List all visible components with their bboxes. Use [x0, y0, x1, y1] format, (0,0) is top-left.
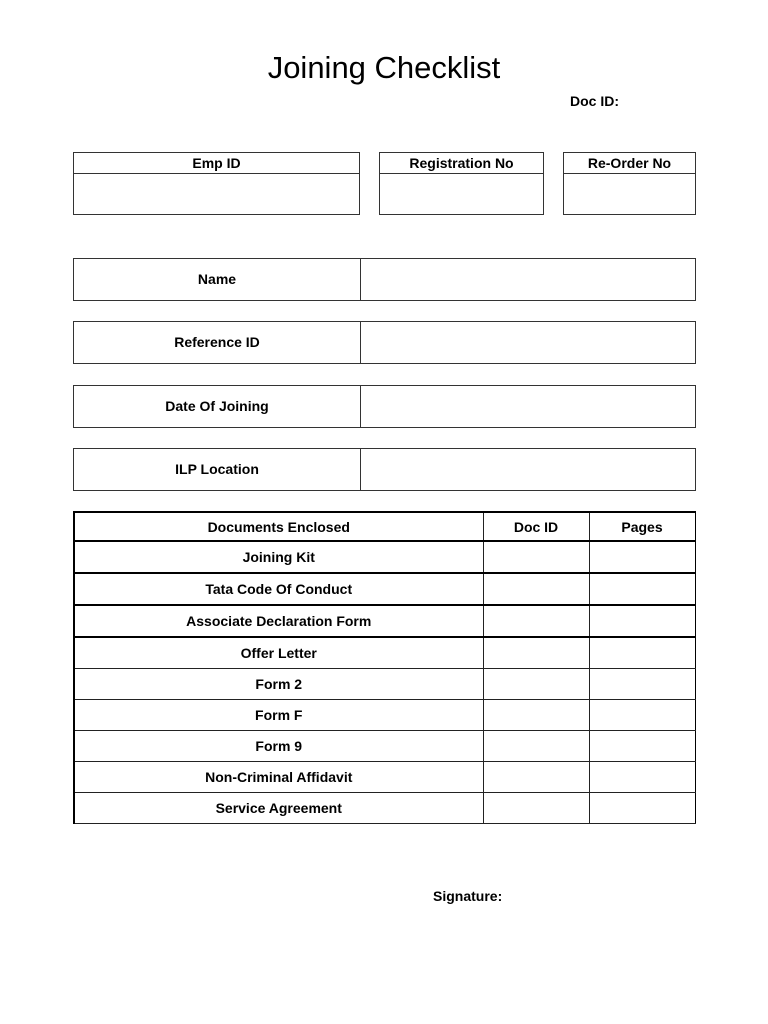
document-name: Form F: [74, 700, 483, 731]
table-row: [74, 637, 695, 669]
table-row: [74, 700, 695, 731]
document-name: Form 2: [74, 669, 483, 700]
pages-cell[interactable]: [589, 669, 695, 700]
document-name: Associate Declaration Form: [74, 605, 483, 637]
table-row: [74, 605, 695, 637]
name-row: [73, 258, 696, 301]
pages-cell[interactable]: [589, 793, 695, 824]
pages-cell[interactable]: [589, 700, 695, 731]
doc-id-cell[interactable]: [483, 762, 589, 793]
documents-table: [73, 511, 696, 824]
reference-id-row: [73, 321, 696, 364]
registration-no-label: Registration No: [380, 153, 543, 174]
reorder-no-field[interactable]: [564, 174, 695, 214]
doc-id-header: Doc ID: [483, 512, 589, 541]
ilp-location-label: ILP Location: [74, 449, 361, 490]
document-name: Service Agreement: [74, 793, 483, 824]
ilp-location-row: [73, 448, 696, 491]
name-field[interactable]: [361, 259, 695, 300]
page-title: Joining Checklist: [267, 50, 501, 85]
table-row: [74, 762, 695, 793]
doc-id-cell[interactable]: [483, 541, 589, 573]
document-name: Joining Kit: [74, 541, 483, 573]
pages-cell[interactable]: [589, 605, 695, 637]
reorder-no-box: [563, 152, 696, 215]
doc-id-cell[interactable]: [483, 793, 589, 824]
pages-cell[interactable]: [589, 573, 695, 605]
documents-enclosed-header: Documents Enclosed: [74, 512, 483, 541]
doc-id-cell[interactable]: [483, 669, 589, 700]
reorder-no-label: Re-Order No: [564, 153, 695, 174]
pages-header: Pages: [589, 512, 695, 541]
date-of-joining-label: Date Of Joining: [74, 386, 361, 427]
table-row: [74, 731, 695, 762]
emp-id-label: Emp ID: [74, 153, 359, 174]
signature-label: Signature:: [433, 888, 503, 904]
date-of-joining-field[interactable]: [361, 386, 695, 427]
doc-id-cell[interactable]: [483, 637, 589, 669]
reference-id-label: Reference ID: [74, 322, 361, 363]
document-name: Offer Letter: [74, 637, 483, 669]
registration-no-box: [379, 152, 544, 215]
pages-cell[interactable]: [589, 637, 695, 669]
name-label: Name: [74, 259, 361, 300]
pages-cell[interactable]: [589, 541, 695, 573]
doc-id-cell[interactable]: [483, 700, 589, 731]
date-of-joining-row: [73, 385, 696, 428]
document-name: Form 9: [74, 731, 483, 762]
table-row: [74, 573, 695, 605]
doc-id-cell[interactable]: [483, 573, 589, 605]
table-row: [74, 793, 695, 824]
pages-cell[interactable]: [589, 762, 695, 793]
doc-id-cell[interactable]: [483, 605, 589, 637]
table-row: [74, 669, 695, 700]
reference-id-field[interactable]: [361, 322, 695, 363]
pages-cell[interactable]: [589, 731, 695, 762]
document-name: Tata Code Of Conduct: [74, 573, 483, 605]
document-name: Non-Criminal Affidavit: [74, 762, 483, 793]
table-row: [74, 541, 695, 573]
registration-no-field[interactable]: [380, 174, 543, 214]
table-header-row: [74, 512, 695, 541]
ilp-location-field[interactable]: [361, 449, 695, 490]
doc-id-label: Doc ID:: [570, 93, 619, 109]
emp-id-field[interactable]: [74, 174, 359, 214]
doc-id-cell[interactable]: [483, 731, 589, 762]
emp-id-box: [73, 152, 360, 215]
